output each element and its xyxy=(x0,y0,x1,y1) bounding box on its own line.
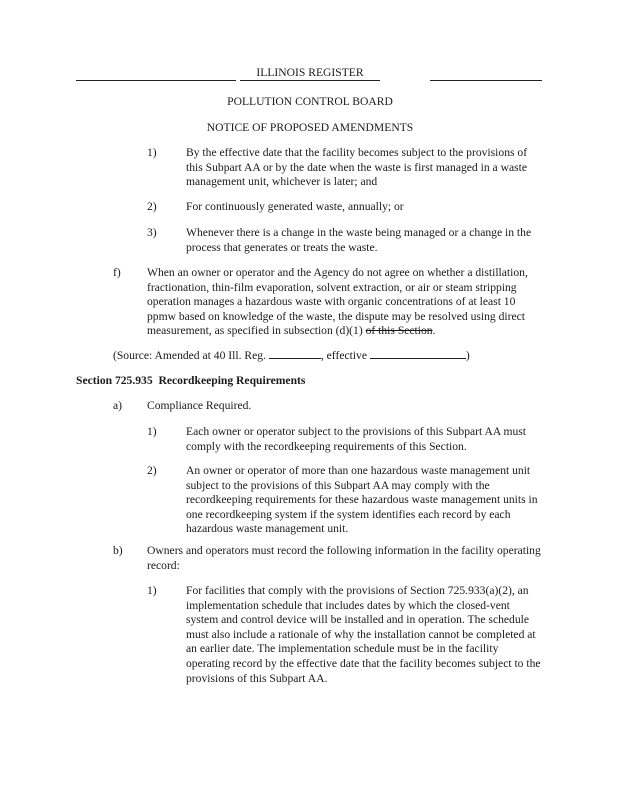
item-label: 2) xyxy=(147,200,157,213)
notice-title: NOTICE OF PROPOSED AMENDMENTS xyxy=(206,121,414,134)
struck-text: of this Section xyxy=(365,324,433,338)
subitem-label: 2) xyxy=(147,464,157,477)
item-f-label: f) xyxy=(113,266,121,279)
item-text: For continuously generated waste, annually; or xyxy=(186,200,404,213)
board-title: POLLUTION CONTROL BOARD xyxy=(227,95,393,108)
item-label: 1) xyxy=(147,146,157,159)
item-text: Whenever there is a change in the waste being managed or a change in the process that generates or treats the waste. xyxy=(186,226,532,254)
item-a-text: Compliance Required. xyxy=(147,399,252,412)
source-line xyxy=(113,348,470,364)
subitem-label: 1) xyxy=(147,584,157,597)
item-a-label: a) xyxy=(113,399,123,412)
section-heading xyxy=(76,374,305,389)
effective-blank xyxy=(370,348,466,359)
subitem-text: An owner or operator of more than one hazardous waste management unit subject to the provisions of this Subpart AA may comply with the recordkeeping requirements for these hazardous waste management units in one recordkeeping system if the system identifies each record by each hazardous waste management unit. xyxy=(186,464,538,536)
item-text: By the effective date that the facility becomes subject to the provisions of this Subpart AA or by the date when the waste is first managed in a waste management unit, whichever is later; and xyxy=(186,146,528,189)
header-rule-right xyxy=(430,80,542,81)
source-suffix: ) xyxy=(465,349,470,362)
register-blank xyxy=(269,348,321,359)
subitem-text: Each owner or operator subject to the provisions of this Subpart AA must comply with the recordkeeping requirements of this Section. xyxy=(186,425,527,453)
item-f-text: When an owner or operator and the Agency do not agree on whether a distillation, fractionation, thin-film evaporation, solvent extraction, or air or steam stripping operation manages a hazardous waste with organic concentrations of at least 10 ppmw based on knowledge of the waste, the dispute may be resolved using direct measurement, as specified in subsection (d)(1) xyxy=(147,266,528,338)
source-prefix: (Source: Amended at 40 Ill. Reg. xyxy=(113,349,266,362)
item-b-label: b) xyxy=(113,544,123,557)
subitem-text: For facilities that comply with the provisions of Section 725.933(a)(2), an implementation schedule that includes dates by which the closed-vent system and control device will be installed and in operation. The schedule must also include a rationale of why the installation cannot be completed at an earlier date. The implementation schedule must be in the facility operating record by the effective date that the facility becomes subject to the provisions of this Subpart AA. xyxy=(186,584,541,685)
item-label: 3) xyxy=(147,226,157,239)
item-b-text: Owners and operators must record the following information in the facility operating record: xyxy=(147,544,541,572)
section-title: Recordkeeping Requirements xyxy=(158,374,306,387)
item-f-paragraph xyxy=(147,266,545,339)
source-middle: , effective xyxy=(320,349,367,362)
section-number: Section 725.935 xyxy=(76,374,153,387)
register-title: ILLINOIS REGISTER xyxy=(256,66,364,79)
subitem-label: 1) xyxy=(147,425,157,438)
item-f-end: . xyxy=(432,324,436,338)
